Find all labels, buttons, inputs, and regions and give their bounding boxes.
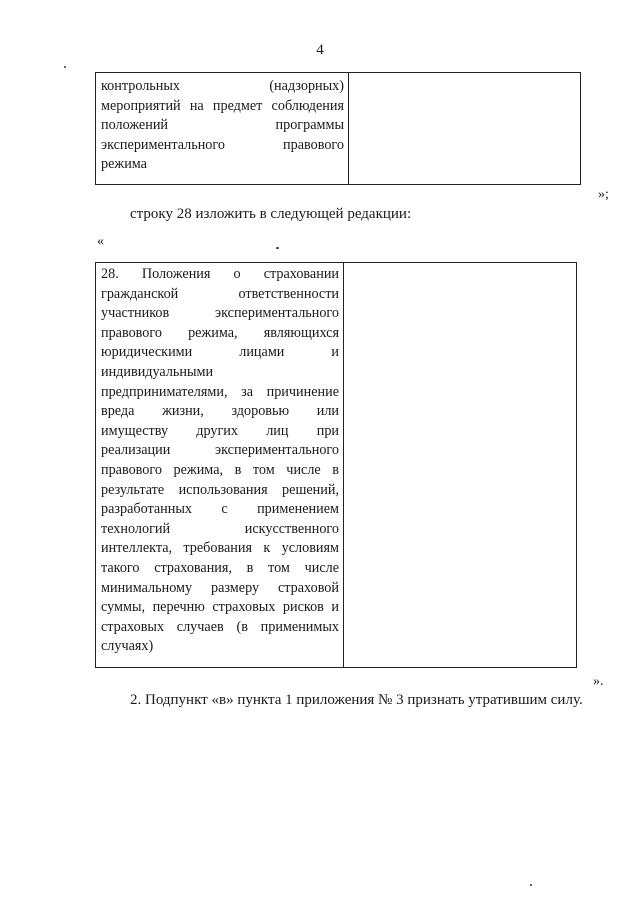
cell-line: участников экспериментального <box>101 305 339 322</box>
cell-line: мероприятий на предмет соблюдения <box>101 97 344 114</box>
cell-line: случаях) <box>101 638 154 655</box>
cell-line: минимальному размеру страховой <box>101 579 339 596</box>
cell-line: правового режима, являющихся <box>101 324 339 341</box>
paragraph-item-2: 2. Подпункт «в» пункта 1 приложения № 3 признать утратившим силу. <box>130 692 583 708</box>
cell-line: разработанных с применением <box>101 501 339 518</box>
cell-line: экспериментального правового <box>101 136 344 153</box>
closing-quote: »; <box>598 187 609 202</box>
table-cell-empty <box>349 73 580 184</box>
table-cell-description <box>96 263 344 667</box>
cell-line: контрольных (надзорных) <box>101 78 344 94</box>
cell-line: юридическими лицами и <box>101 344 339 361</box>
scan-speck <box>276 247 279 249</box>
table-cell-description <box>96 73 349 184</box>
cell-line: суммы, перечню страховых рисков и <box>101 599 339 616</box>
cell-line: индивидуальными <box>101 363 214 380</box>
cell-line: режима <box>101 156 147 173</box>
table-row-28 <box>95 262 577 668</box>
cell-line: технологий искусственного <box>101 520 339 537</box>
closing-quote: ». <box>593 674 604 689</box>
table-fragment-top <box>95 72 581 185</box>
cell-line: страховых случаев (в применимых <box>101 618 339 635</box>
page-number: 4 <box>316 42 324 58</box>
cell-line: результате использования решений, <box>101 481 339 498</box>
cell-line: интеллекта, требования к условиям <box>101 540 339 557</box>
cell-line: вреда жизни, здоровью или <box>101 403 339 420</box>
instruction-line: строку 28 изложить в следующей редакции: <box>130 206 412 222</box>
opening-quote: « <box>97 234 104 249</box>
scan-speck <box>530 884 532 886</box>
cell-line: реализации экспериментального <box>101 442 339 459</box>
scan-speck <box>64 66 66 68</box>
table-cell-empty <box>344 263 576 667</box>
cell-line: такого страхования, в том числе <box>101 559 339 576</box>
cell-line: гражданской ответственности <box>101 285 339 302</box>
cell-line: правового режима, в том числе в <box>101 461 339 478</box>
cell-line: положений программы <box>101 117 344 134</box>
cell-line: 28. Положения о страховании <box>101 266 339 282</box>
cell-line: имуществу других лиц при <box>101 422 339 439</box>
cell-line: предпринимателями, за причинение <box>101 383 339 400</box>
